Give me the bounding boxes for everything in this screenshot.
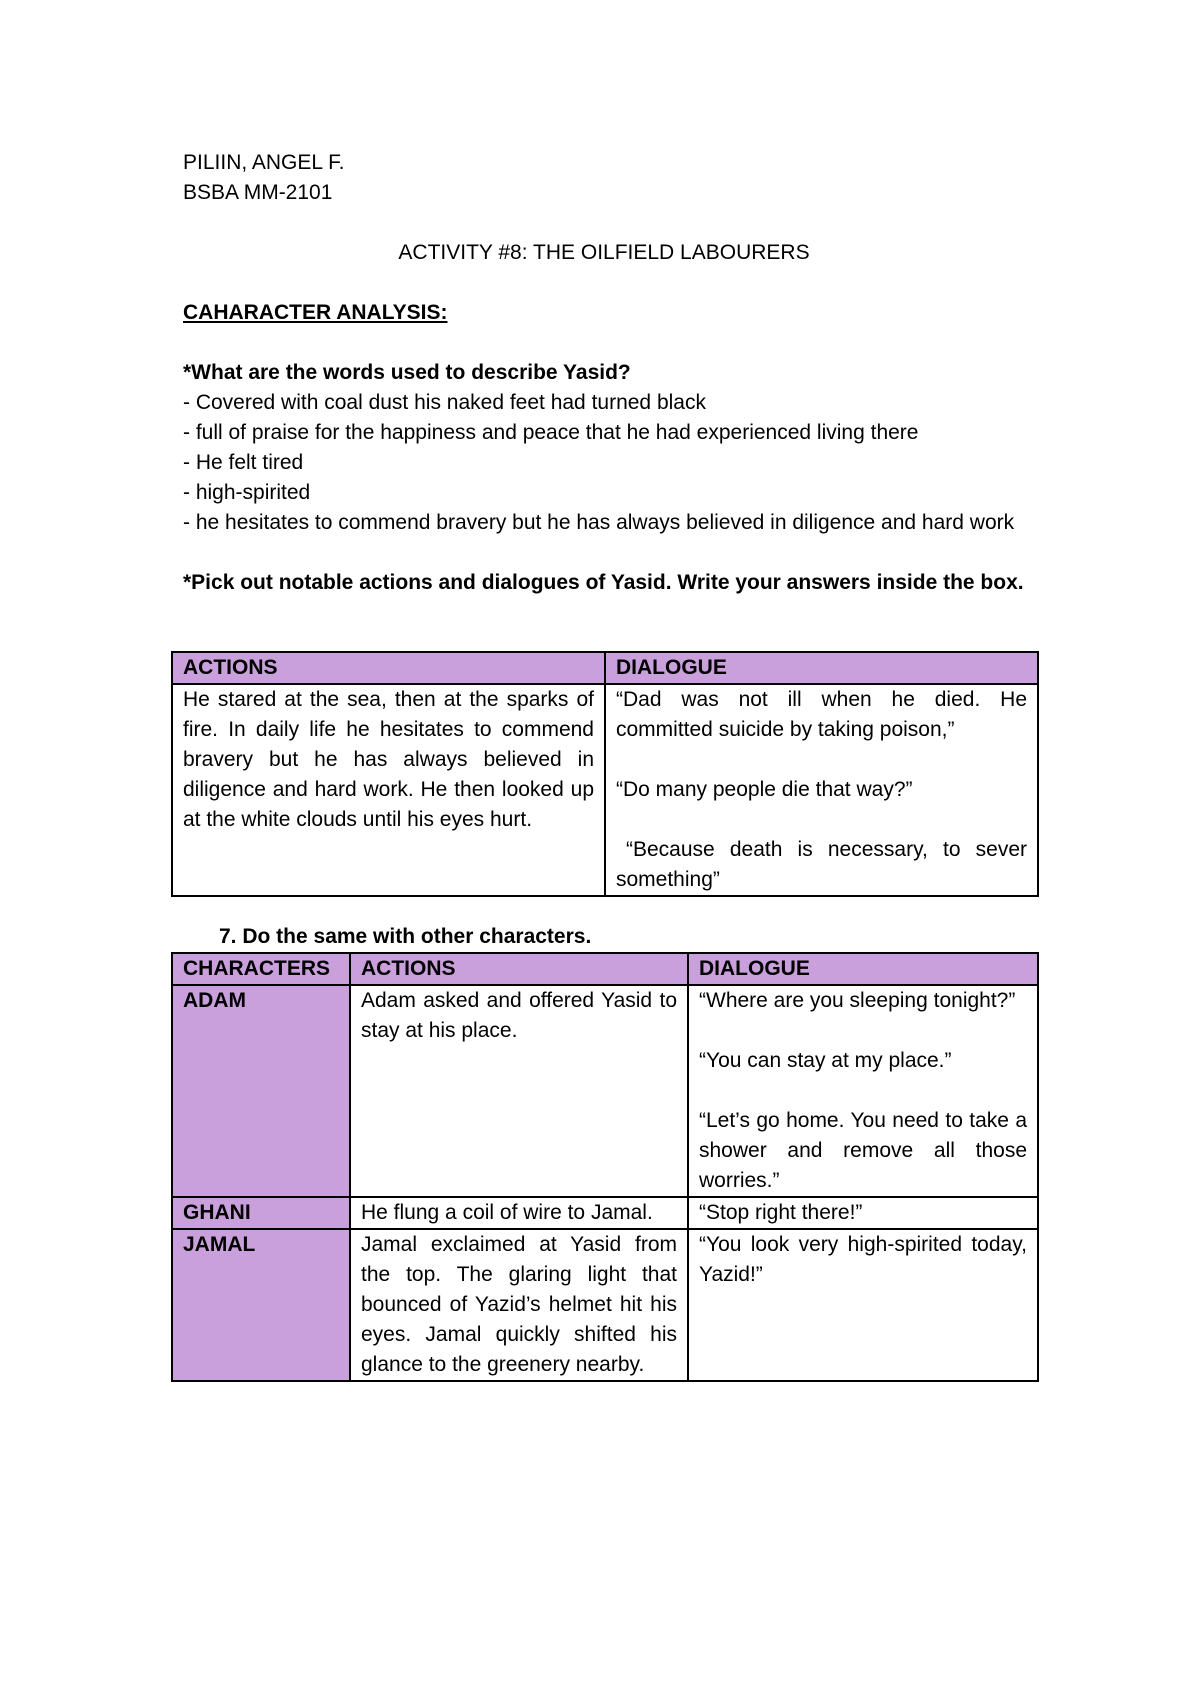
table-row [172,985,1038,1197]
yasid-action-cell: He stared at the sea, then at the sparks of fire. In daily life he hesitates to commend bravery but he has always believed in diligence and hard work. He then looked up at the white clouds until his eyes hurt. [172,684,605,896]
q1-question: *What are the words used to describe Yasid? [183,361,631,384]
characters-table [171,952,1039,1382]
q3-question: 7. Do the same with other characters. [219,925,592,948]
character-dialogue [688,1197,1038,1229]
dialogue-line: “Stop right there!” [699,1201,863,1224]
character-dialogue [688,1229,1038,1381]
character-action: He flung a coil of wire to Jamal. [350,1197,688,1229]
dialogue-line: “Because death is necessary, to sever something” [616,838,1027,891]
analysis-heading: CAHARACTER ANALYSIS: [183,301,448,324]
yasid-dialogue-header: DIALOGUE [605,652,1038,684]
dialogue-line: “Let’s go home. You need to take a shower and remove all those worries.” [699,1109,1027,1192]
q1-answer: - He felt tired [183,451,304,474]
table-row [172,1229,1038,1381]
character-name: GHANI [172,1197,350,1229]
q1-answer: - he hesitates to commend bravery but he has always believed in diligence and hard work [183,511,1015,534]
character-action: Jamal exclaimed at Yasid from the top. The glaring light that bounced of Yazid’s helmet hit his eyes. Jamal quickly shifted his glance to the greenery nearby. [350,1229,688,1381]
document-body [183,148,1025,598]
table-row [172,1197,1038,1229]
dialogue-line: “You look very high-spirited today, Yazid!” [699,1233,1027,1286]
character-name: ADAM [172,985,350,1197]
activity-title: ACTIVITY #8: THE OILFIELD LABOURERS [398,241,810,264]
character-dialogue [688,985,1038,1197]
character-name: JAMAL [172,1229,350,1381]
yasid-dialogue-cell [605,684,1038,896]
q1-answer: - full of praise for the happiness and peace that he had experienced living there [183,421,919,444]
dialogue-header: DIALOGUE [688,953,1038,985]
actions-header: ACTIONS [350,953,688,985]
characters-header: CHARACTERS [172,953,350,985]
dialogue-line: “Where are you sleeping tonight?” [699,989,1016,1012]
dialogue-line: “Do many people die that way?” [616,778,913,801]
student-name: PILIIN, ANGEL F. [183,151,345,174]
student-section: BSBA MM-2101 [183,181,333,204]
q1-answer: - high-spirited [183,481,311,504]
yasid-actions-header: ACTIONS [172,652,605,684]
dialogue-line: “You can stay at my place.” [699,1049,952,1072]
character-action: Adam asked and offered Yasid to stay at his place. [350,985,688,1197]
dialogue-line: “Dad was not ill when he died. He committed suicide by taking poison,” [616,688,1027,741]
q2-question: *Pick out notable actions and dialogues of Yasid. Write your answers inside the box. [183,571,1024,594]
q1-answer: - Covered with coal dust his naked feet had turned black [183,391,706,414]
yasid-table [171,651,1039,897]
